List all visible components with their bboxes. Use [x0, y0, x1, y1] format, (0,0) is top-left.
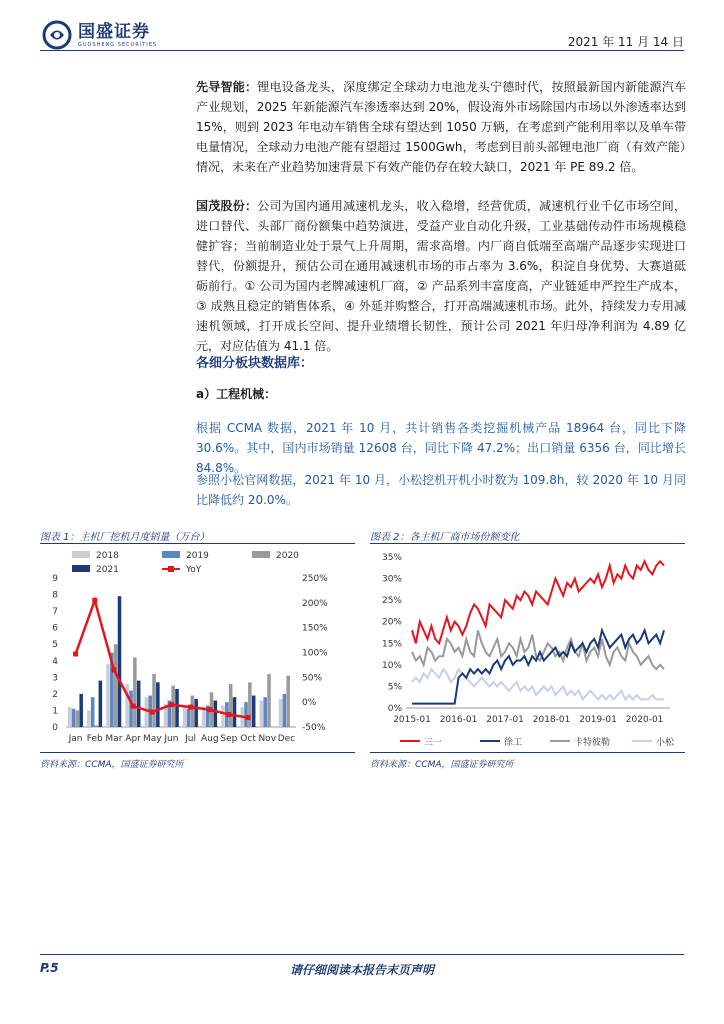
- bar-2021: [175, 689, 179, 727]
- paragraph-komatsu: 参照小松官网数据，2021 年 10 月，小松挖机开机小时数为 109.8h，较 2020 年 10 月同比降低约 20.0%。: [196, 473, 686, 507]
- y-right-tick-label: 50%: [302, 673, 323, 684]
- bar-2021: [79, 694, 83, 727]
- yoy-point: [131, 704, 136, 709]
- bar-2020: [114, 644, 118, 727]
- bar-2018: [260, 701, 264, 727]
- bar-2021: [233, 697, 237, 727]
- y-right-tick-label: 0%: [302, 698, 317, 709]
- company-logo: [42, 20, 157, 50]
- bar-2020: [229, 684, 233, 727]
- yoy-point: [92, 598, 97, 603]
- y-tick-label: 35%: [381, 553, 402, 563]
- bar-2020: [267, 674, 271, 727]
- x-tick-label: 2018-01: [532, 715, 571, 725]
- yoy-point: [188, 705, 193, 710]
- header-divider: [40, 50, 684, 51]
- bar-2020: [248, 682, 252, 727]
- y-tick-label: 10%: [381, 660, 402, 671]
- footer-disclaimer: 请仔细阅读本报告末页声明: [289, 963, 434, 977]
- footer-divider: [40, 954, 684, 955]
- y-tick-label: 20%: [381, 617, 402, 628]
- figure1-source-rule: [40, 752, 355, 753]
- paragraph-body: 锂电设备龙头，深度绑定全球动力电池龙头宁德时代，按照最新国内新能源汽车产业规划，2025 年新能源汽车渗透率达到 20%，假设海外市场除国内市场以外渗透率达到 15%，则到 2023 年电动车销售全球有望达到 1050 万辆，在考虑到产能利用率以及单车带电量情况，全球动力电池产能有望超过 1500Gwh，考虑到目前头部锂电池厂商（有效产能）情况，未来在产业趋势加速背景下有效产能仍存在较大缺口，2021 年 PE 89.2 倍。: [196, 80, 686, 174]
- bar-2020: [76, 710, 80, 727]
- y-tick-label: 15%: [381, 639, 402, 650]
- legend-label: YoY: [186, 565, 202, 575]
- paragraph-guomao: [196, 196, 686, 356]
- bar-2018: [106, 664, 110, 727]
- series-line-卡特彼勒: [412, 630, 664, 669]
- legend-marker: [168, 566, 174, 572]
- legend-label: 2019: [186, 551, 209, 561]
- yoy-point: [246, 715, 251, 720]
- legend-swatch: [72, 551, 90, 558]
- y-tick-label: 30%: [381, 574, 402, 585]
- bar-2019: [263, 697, 267, 727]
- figure2-source-rule: [370, 752, 685, 753]
- y-left-tick-label: 4: [52, 656, 58, 667]
- figure2-title: 图表 2：各主机厂商市场份额变化: [370, 532, 520, 543]
- x-tick-label: Feb: [86, 734, 103, 744]
- yoy-point: [73, 651, 78, 656]
- paragraph-lead: 国茂股份：: [196, 199, 258, 213]
- x-tick-label: Aug: [200, 734, 219, 744]
- legend-label: 2020: [276, 551, 299, 561]
- legend-swatch: [252, 551, 270, 558]
- legend-swatch: [162, 551, 180, 558]
- x-tick-label: Jun: [164, 734, 179, 744]
- bar-2021: [214, 701, 218, 727]
- legend-label: 三一: [424, 738, 443, 748]
- bar-2019: [187, 709, 191, 727]
- y-left-tick-label: 0: [52, 723, 58, 733]
- y-left-tick-label: 9: [52, 574, 58, 584]
- paragraph-lead: 先导智能：: [196, 80, 258, 94]
- y-right-tick-label: 250%: [302, 574, 328, 584]
- guosheng-logo-icon: [42, 20, 72, 50]
- figure2-title-rule: [370, 543, 685, 544]
- paragraph-xiandao: [196, 77, 686, 177]
- x-tick-label: Jan: [68, 734, 83, 744]
- yoy-point: [111, 667, 116, 672]
- bar-2019: [91, 697, 95, 727]
- bar-2018: [145, 697, 149, 727]
- x-tick-label: Jul: [185, 734, 197, 744]
- x-tick-label: 2019-01: [579, 715, 617, 725]
- legend-label: 2018: [96, 551, 119, 561]
- logo-text-en: GUOSHENG SECURITIES: [78, 42, 158, 48]
- bar-2020: [286, 676, 290, 727]
- excavator-sales-chart: [40, 545, 358, 750]
- x-tick-label: Mar: [105, 734, 123, 744]
- y-left-tick-label: 2: [52, 689, 58, 700]
- x-tick-label: 2020-01: [625, 715, 664, 725]
- y-left-tick-label: 5: [52, 640, 58, 651]
- section-title: 各细分板块数据库：: [196, 356, 314, 371]
- bar-2021: [118, 596, 122, 727]
- bar-2021: [137, 681, 141, 727]
- bar-2019: [72, 709, 76, 727]
- figure1-title-rule: [40, 543, 355, 544]
- y-tick-label: 25%: [381, 596, 402, 607]
- bar-2020: [95, 725, 99, 727]
- paragraph-ccma: 根据 CCMA 数据，2021 年 10 月，共计销售各类挖掘机械产品 18964 台，同比下降 30.6%。其中，国内市场销量 12608 台，同比下降 47.2%；出口销量 6356 台，同比增长 84.8%。: [196, 421, 686, 475]
- x-tick-label: 2015-01: [393, 715, 431, 725]
- bar-2021: [194, 699, 198, 727]
- bar-2019: [129, 691, 133, 727]
- x-tick-label: Sep: [220, 734, 238, 744]
- page-number: P.5: [40, 961, 59, 975]
- bar-2021: [252, 696, 256, 727]
- bar-2020: [191, 696, 195, 727]
- bar-2021: [99, 681, 103, 727]
- x-tick-label: Oct: [240, 734, 256, 744]
- figure1-title: 图表 1：主机厂挖机月度销量（万台）: [40, 532, 210, 543]
- subsection-title: a）工程机械：: [196, 387, 277, 401]
- bar-2019: [244, 702, 248, 727]
- y-left-tick-label: 6: [52, 623, 58, 634]
- y-left-tick-label: 3: [52, 673, 58, 684]
- bar-2018: [68, 707, 72, 727]
- x-tick-label: Dec: [277, 734, 296, 744]
- legend-label: 卡特彼勒: [574, 738, 611, 748]
- y-left-tick-label: 8: [52, 590, 58, 601]
- y-left-tick-label: 1: [52, 706, 58, 717]
- y-tick-label: 0%: [387, 704, 402, 714]
- yoy-point: [150, 710, 155, 715]
- yoy-point: [226, 712, 231, 717]
- bar-2021: [156, 682, 160, 727]
- bar-2018: [221, 705, 225, 727]
- y-right-tick-label: -50%: [302, 723, 326, 733]
- bar-2019: [283, 694, 287, 727]
- logo-text-cn: 国盛证券: [78, 22, 150, 42]
- x-tick-label: 2016-01: [439, 715, 478, 725]
- x-tick-label: Apr: [125, 734, 141, 744]
- paragraph-body: 公司为国内通用减速机龙头，收入稳增，经营优质，减速机行业千亿市场空间，进口替代、头部厂商份额集中趋势演进，受益产业自动化升级，工业基础传动件市场规模稳健扩容；当前制造业处于景气上升周期，需求高增。内厂商自低端至高端产品逐步实现进口替代，份额提升，预估公司在通用减速机市场的市占率为 3.6%，积淀自身优势、大赛道砥砺前行。① 公司为国内老牌减速机厂商，② 产品系列丰富度高，产业链延申严控生产成本，③ 成熟且稳定的销售体系，④ 外延并购整合，打开高端减速机市场。此外，持续发力专用减速机领域，打开成长空间、提升业绩增长韧性，预计公司 2021 年归母净利润为 4.89 亿元，对应估值为 41.1 倍。: [196, 199, 686, 353]
- yoy-point: [207, 707, 212, 712]
- bar-2020: [133, 657, 137, 727]
- x-tick-label: May: [142, 734, 162, 744]
- series-line-小松: [412, 669, 664, 699]
- bar-2018: [183, 707, 187, 727]
- series-line-三一: [412, 561, 664, 643]
- market-share-chart: [370, 545, 688, 750]
- figure2-source: 资料来源：CCMA，国盛证券研究所: [370, 760, 514, 770]
- legend-label: 2021: [96, 565, 119, 575]
- bar-2018: [87, 710, 91, 727]
- legend-label: 徐工: [504, 738, 523, 748]
- bar-2018: [279, 699, 283, 727]
- y-left-tick-label: 7: [52, 607, 58, 618]
- yoy-point: [169, 702, 174, 707]
- y-right-tick-label: 200%: [302, 598, 328, 609]
- y-right-tick-label: 100%: [302, 648, 328, 659]
- report-date: 2021 年 11 月 14 日: [567, 35, 684, 49]
- y-right-tick-label: 150%: [302, 623, 328, 634]
- legend-swatch: [72, 565, 90, 572]
- legend-label: 小松: [656, 738, 675, 748]
- x-tick-label: Nov: [258, 734, 277, 744]
- bar-2020: [152, 674, 156, 727]
- x-tick-label: 2017-01: [486, 715, 524, 725]
- figure1-source: 资料来源：CCMA，国盛证券研究所: [40, 760, 184, 770]
- y-tick-label: 5%: [387, 682, 402, 693]
